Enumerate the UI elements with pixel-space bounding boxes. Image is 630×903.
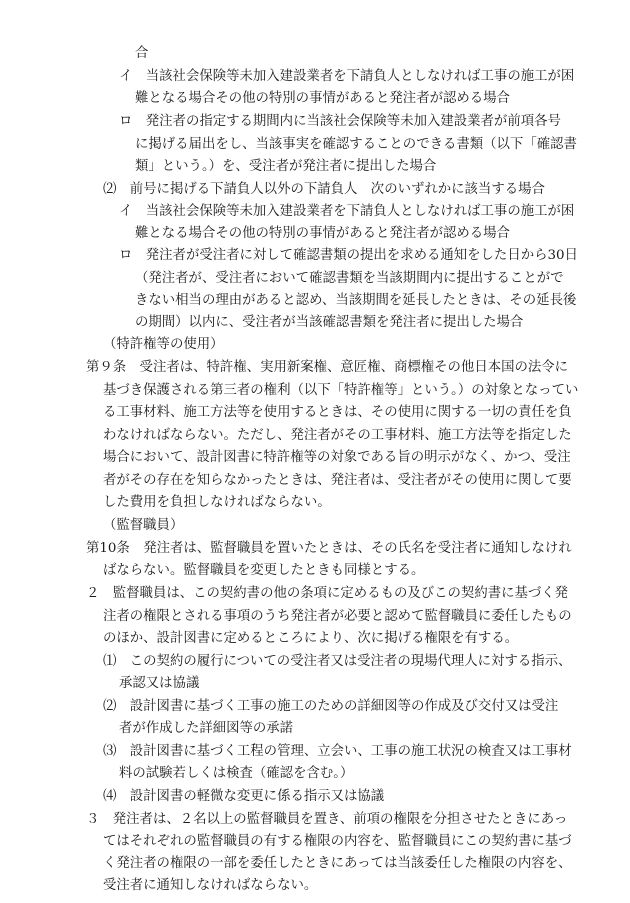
text-line: ⑵ 前号に掲げる下請負人以外の下請負人 次のいずれかに該当する場合	[103, 182, 545, 197]
section-heading: （監督職員）	[103, 518, 184, 533]
text-line: 者がその存在を知らなかったときは、発注者は、受注者がその使用に関して要	[103, 473, 572, 488]
text-line: てはそれぞれの監督職員の有する権限の内容を、監督職員にこの契約書に基づ	[103, 834, 572, 849]
text-line: のほか、設計図書に定めるところにより、次に掲げる権限を有する。	[103, 631, 519, 646]
text-line: 難となる場合その他の特別の事情があると発注者が認める場合	[135, 226, 510, 241]
text-line: 場合において、設計図書に特許権等の対象である旨の明示がなく、かつ、受注	[103, 450, 571, 465]
text-line: ばならない。監督職員を変更したときも同様とする。	[103, 563, 425, 578]
text-line: 承認又は協議	[119, 676, 200, 691]
text-line: く発注者の権限の一部を委任したときにあっては当該委任した権限の内容を、	[103, 856, 572, 871]
text-line: る工事材料、施工方法等を使用するときは、その使用に関する一切の責任を負	[103, 405, 572, 420]
text-line: 者が作成した詳細図等の承諾	[119, 721, 294, 736]
text-line: 基づき保護される第三者の権利（以下「特許権等」という。）の対象となってい	[103, 383, 579, 398]
text-line: 合	[135, 46, 149, 61]
text-line: 受注者に通知しなければならない。	[103, 878, 318, 893]
article-heading-line: 第９条 受注者は、特許権、実用新案権、意匠権、商標権その他日本国の法令に	[86, 360, 569, 375]
text-line: の期間）以内に、受注者が当該確認書類を発注者に提出した場合	[135, 315, 524, 330]
text-line: ロ 発注者が受注者に対して確認書類の提出を求める通知をした日から30日	[119, 248, 578, 263]
text-line: きない相当の理由があると認め、当該期間を延長したときは、その延長後	[135, 293, 577, 308]
text-line: ⑴ この契約の履行についての受注者又は受注者の現場代理人に対する指示、	[103, 654, 572, 669]
text-line: した費用を負担しなければならない。	[103, 495, 331, 510]
text-line: 類」という。）を、受注者が発注者に提出した場合	[135, 159, 437, 174]
text-line: 難となる場合その他の特別の事情があると発注者が認める場合	[135, 91, 510, 106]
text-line: に掲げる届出をし、当該事実を確認することのできる書類（以下「確認書	[135, 137, 577, 152]
text-line: わなければならない。ただし、発注者がその工事材料、施工方法等を指定した	[103, 428, 572, 443]
text-line: 注者の権限とされる事項のうち発注者が必要と認めて監督職員に委任したもの	[103, 609, 572, 624]
text-line: 料の試験若しくは検査（確認を含む。）	[119, 766, 354, 781]
text-line: イ 当該社会保険等未加入建設業者を下請負人としなければ工事の施工が困	[119, 204, 575, 219]
article-heading-line: 第10条 発注者は、監督職員を置いたときは、その氏名を受注者に通知しなけれ	[86, 541, 572, 556]
section-heading: （特許権等の使用）	[103, 337, 224, 352]
text-line: ２ 監督職員は、この契約書の他の条項に定めるもの及びこの契約書に基づく発	[86, 586, 569, 601]
text-line: イ 当該社会保険等未加入建設業者を下請負人としなければ工事の施工が困	[119, 69, 575, 84]
text-line: ３ 発注者は、２名以上の監督職員を置き、前項の権限を分担させたときにあっ	[86, 812, 568, 827]
text-line: ⑶ 設計図書に基づく工程の管理、立会い、工事の施工状況の検査又は工事材	[103, 744, 572, 759]
text-line: （発注者が、受注者において確認書類を当該期間内に提出することがで	[135, 271, 564, 286]
text-line: ⑷ 設計図書の軽微な変更に係る指示又は協議	[103, 789, 385, 804]
text-line: ロ 発注者の指定する期間内に当該社会保険等未加入建設業者が前項各号	[119, 114, 561, 129]
text-line: ⑵ 設計図書に基づく工事の施工のための詳細図等の作成及び交付又は受注	[103, 699, 559, 714]
